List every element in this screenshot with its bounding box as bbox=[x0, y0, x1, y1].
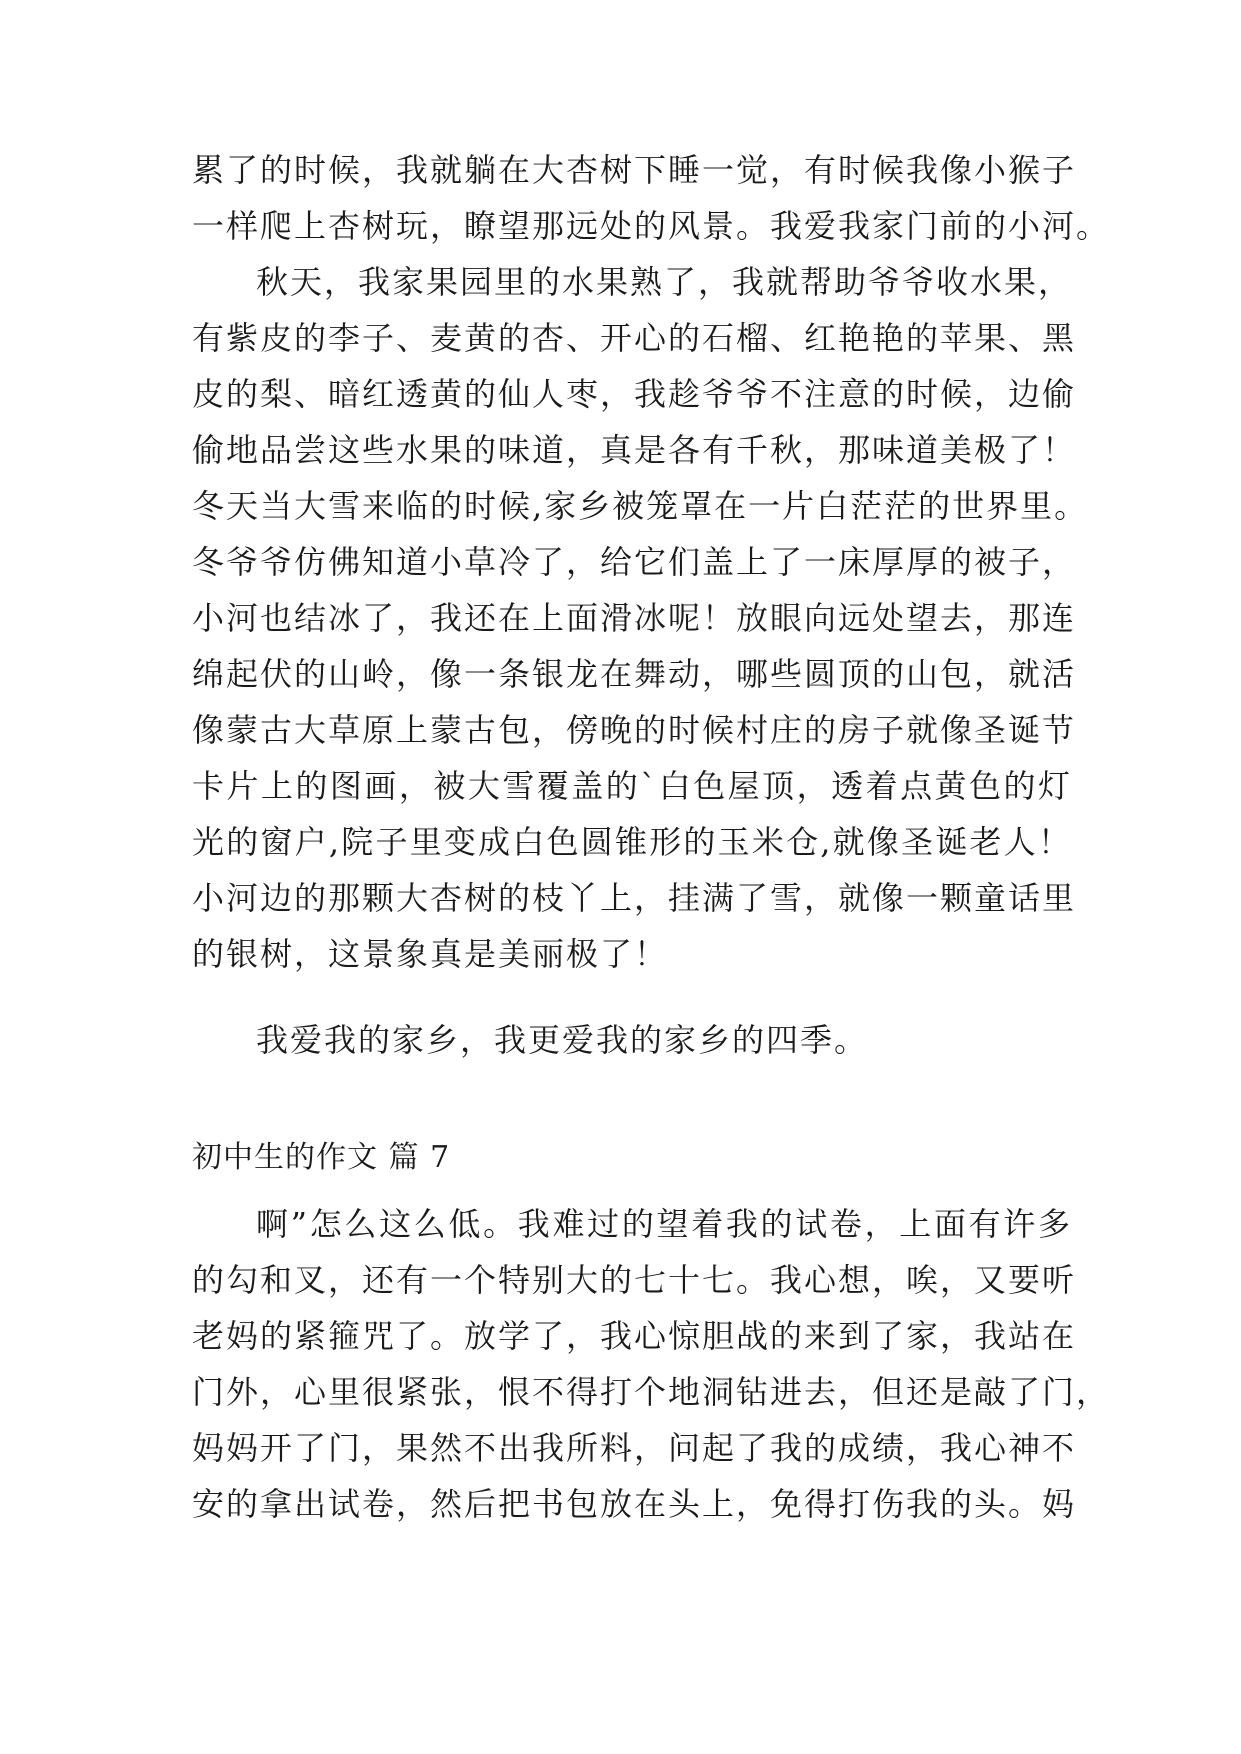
text-line: 偷地品尝这些水果的味道，真是各有千秋，那味道美极了！ bbox=[192, 431, 1077, 469]
text-line: 绵起伏的山岭，像一条银龙在舞动，哪些圆顶的山包，就活 bbox=[192, 655, 1077, 693]
text-line: 老妈的紧箍咒了。放学了，我心惊胆战的来到了家，我站在 bbox=[192, 1317, 1077, 1355]
text-line: 累了的时候，我就躺在大杏树下睡一觉，有时候我像小猴子 bbox=[192, 151, 1077, 189]
text-line: 卡片上的图画，被大雪覆盖的`白色屋顶，透着点黄色的灯 bbox=[192, 767, 1072, 805]
text-line: 的银树，这景象真是美丽极了！ bbox=[192, 935, 669, 973]
section-heading: 初中生的作文 篇 7 bbox=[192, 1140, 451, 1175]
text-line: 皮的梨、暗红透黄的仙人枣，我趁爷爷不注意的时候，边偷 bbox=[192, 375, 1077, 413]
text-line: 小河也结冰了，我还在上面滑冰呢！放眼向远处望去，那连 bbox=[192, 599, 1077, 637]
text-line: 门外，心里很紧张，恨不得打个地洞钻进去，但还是敲了门， bbox=[192, 1373, 1111, 1411]
text-line: 安的拿出试卷，然后把书包放在头上，免得打伤我的头。妈 bbox=[192, 1485, 1077, 1523]
text-line: 像蒙古大草原上蒙古包，傍晚的时候村庄的房子就像圣诞节 bbox=[192, 711, 1077, 749]
text-line: 冬爷爷仿佛知道小草冷了，给它们盖上了一床厚厚的被子， bbox=[192, 543, 1077, 581]
text-line: 光的窗户,院子里变成白色圆锥形的玉米仓,就像圣诞老人！ bbox=[192, 823, 1072, 861]
paragraph-first-line: 秋天，我家果园里的水果熟了，我就帮助爷爷收水果， bbox=[256, 263, 1073, 301]
paragraph-first-line: 我爱我的家乡，我更爱我的家乡的四季。 bbox=[256, 1021, 869, 1059]
text-line: 有紫皮的李子、麦黄的杏、开心的石榴、红艳艳的苹果、黑 bbox=[192, 319, 1077, 357]
text-line: 冬天当大雪来临的时候,家乡被笼罩在一片白茫茫的世界里。 bbox=[192, 487, 1089, 525]
text-line: 妈妈开了门，果然不出我所料，问起了我的成绩，我心神不 bbox=[192, 1429, 1077, 1467]
text-line: 一样爬上杏树玩，瞭望那远处的风景。我爱我家门前的小河。 bbox=[192, 207, 1111, 245]
text-line: 小河边的那颗大杏树的枝丫上，挂满了雪，就像一颗童话里 bbox=[192, 879, 1077, 917]
paragraph-first-line: 啊”怎么这么低。我难过的望着我的试卷，上面有许多 bbox=[256, 1205, 1072, 1243]
text-line: 的勾和叉，还有一个特别大的七十七。我心想，唉，又要听 bbox=[192, 1261, 1077, 1299]
